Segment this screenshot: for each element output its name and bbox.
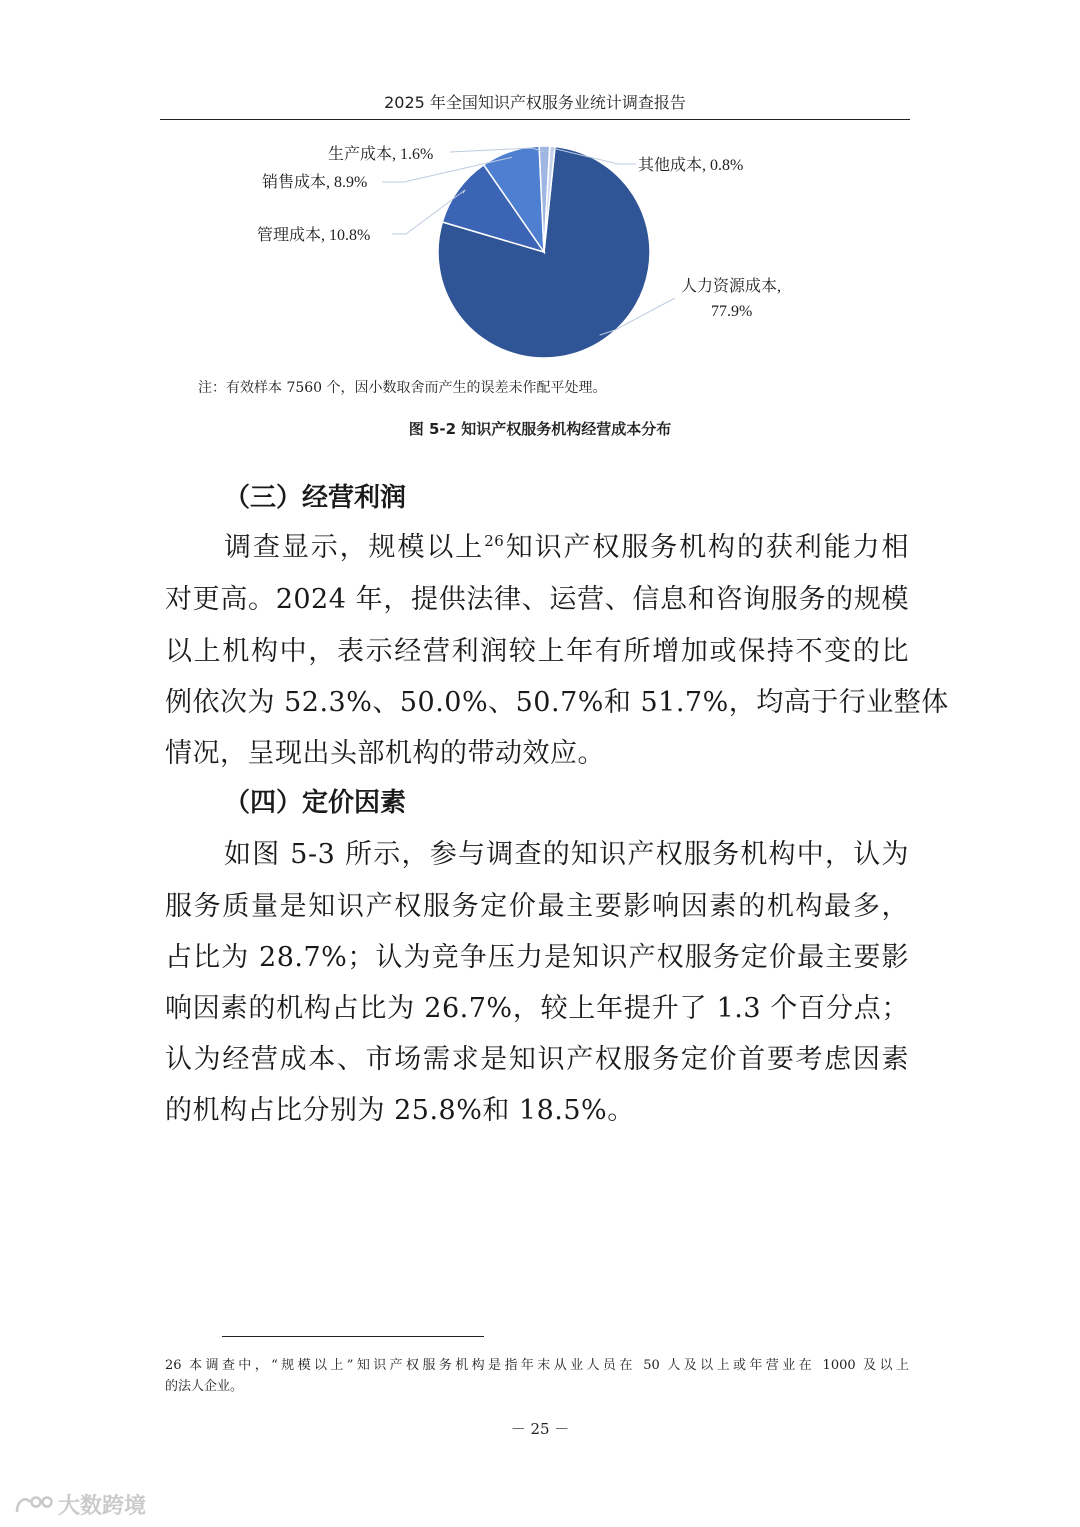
watermark-text: 大数跨境 [58,1493,147,1519]
watermark-logo-icon [14,1492,54,1516]
page-number: － 25 － [510,1420,570,1438]
text-span: 知识产权服务机构的获利能力相 [504,532,910,563]
paragraph-pricing-line-5: 认为经营成本、市场需求是知识产权服务定价首要考虑因素 [165,1044,909,1075]
header-divider [160,119,910,120]
label-production-cost: 生产成本, 1.6% [328,146,434,163]
figure-caption: 图 5-2 知识产权服务机构经营成本分布 [408,420,672,438]
footnote-26-line-1: 26 本调查中，“规模以上”知识产权服务机构是指年末从业人员在 50 人及以上或年营业在 1000 及以上 [165,1358,909,1373]
label-sales-cost: 销售成本, 8.9% [262,174,368,191]
section-heading-profit: （三）经营利润 [224,483,407,513]
paragraph-pricing-line-3: 占比为 28.7%；认为竞争压力是知识产权服务定价最主要影 [165,942,909,973]
paragraph-pricing-line-1: 如图 5-3 所示，参与调查的知识产权服务机构中，认为 [224,839,909,870]
footnote-26-line-2: 的法人企业。 [165,1379,244,1394]
watermark [14,1490,146,1518]
label-other-cost: 其他成本, 0.8% [638,157,744,174]
paragraph-profit-line-5: 情况，呈现出头部机构的带动效应。 [165,738,605,769]
label-hr-cost: 人力资源成本, [681,278,782,295]
footnote-ref-26[interactable]: 26 [484,532,505,550]
paragraph-profit-line-3: 以上机构中，表示经营利润较上年有所增加或保持不变的比 [165,636,909,667]
paragraph-pricing-line-2: 服务质量是知识产权服务定价最主要影响因素的机构最多， [165,891,909,922]
footnote-divider [222,1336,484,1337]
section-heading-pricing: （四）定价因素 [224,788,407,818]
pie-slices [438,146,650,358]
label-management-cost: 管理成本, 10.8% [257,227,371,244]
paragraph-profit-line-1 [224,528,909,568]
paragraph-profit-line-4: 例依次为 52.3%、50.0%、50.7%和 51.7%，均高于行业整体 [165,687,949,718]
paragraph-profit-line-2: 对更高。2024 年，提供法律、运营、信息和咨询服务的规模 [165,584,909,615]
paragraph-pricing-line-4: 响因素的机构占比为 26.7%，较上年提升了 1.3 个百分点； [165,993,909,1024]
paragraph-pricing-line-6: 的机构占比分别为 25.8%和 18.5%。 [165,1095,635,1126]
cost-distribution-pie-chart [160,130,920,370]
running-header: 2025 年全国知识产权服务业统计调查报告 [384,93,686,112]
text-span: 调查显示，规模以上 [224,532,485,563]
label-hr-cost-value: 77.9% [711,303,753,320]
chart-note: 注：有效样本 7560 个，因小数取舍而产生的误差未作配平处理。 [198,380,607,396]
